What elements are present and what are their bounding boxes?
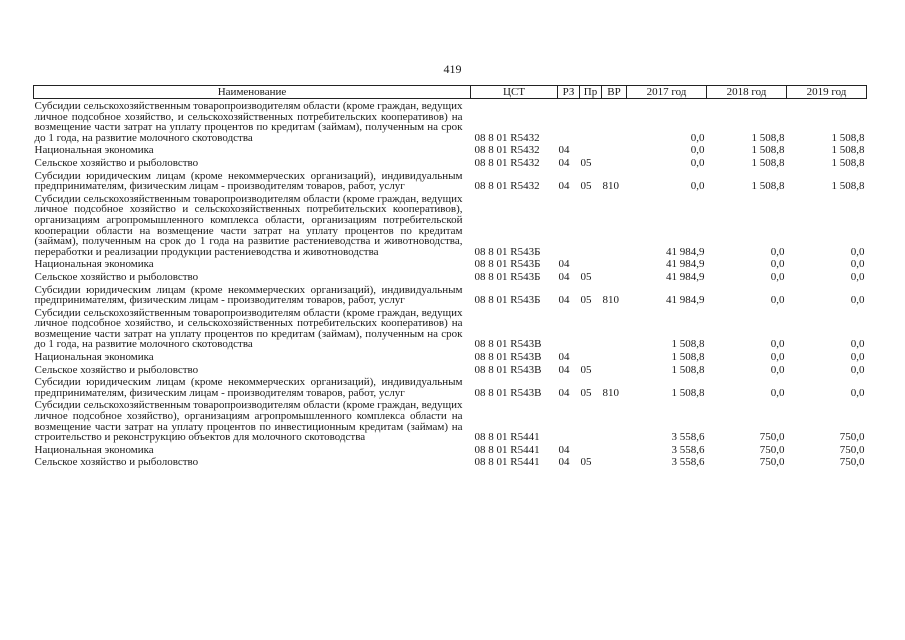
cell-vr: [602, 270, 627, 283]
cell-rz: 04: [558, 351, 570, 364]
cell-cst: 08 8 01 R543Б: [474, 270, 541, 283]
cell-cst: 08 8 01 R5432: [474, 131, 540, 144]
cell-pr: [580, 99, 602, 144]
cell-name: Субсидии сельскохозяйственным товаропроизводителям области (кроме граждан, ведущих личное подсобное хозяйство), организациям агропромышленного комплекса области на возмещение части затрат на уплату процентов по инвестиционным кредитам (займам) на строительство и реконструкцию объектов для молочного скотоводства: [34, 399, 463, 444]
table-row: [34, 455, 867, 468]
cell-rz: [558, 192, 580, 258]
cell-2018: 0,0: [770, 270, 785, 283]
cell-2017: 3 558,6: [671, 456, 705, 469]
cell-2019: 750,0: [839, 456, 865, 469]
cell-2018: 1 508,8: [751, 156, 785, 169]
cell-cst: 08 8 01 R543В: [474, 338, 542, 351]
cell-rz: 04: [558, 258, 570, 271]
cell-rz: 04: [558, 180, 570, 193]
column-header-name: Наименование: [34, 86, 471, 99]
cell-2018: 0,0: [770, 294, 785, 307]
cell-2019: 1 508,8: [831, 156, 865, 169]
cell-2017: 3 558,6: [671, 431, 705, 444]
cell-2019: 750,0: [839, 431, 865, 444]
cell-pr: [580, 306, 602, 350]
cell-2017: 0,0: [690, 180, 705, 193]
cell-name: Национальная экономика: [34, 144, 154, 157]
table-row: [34, 375, 867, 398]
cell-rz: [558, 99, 580, 144]
table-row: [34, 257, 867, 270]
cell-2017: 0,0: [690, 131, 705, 144]
cell-cst: 08 8 01 R5441: [474, 431, 540, 444]
table-row: [34, 398, 867, 442]
cell-2019: 0,0: [850, 386, 865, 399]
cell-name: Субсидии юридическим лицам (кроме некоммерческих организаций), индивидуальным предпринимателям, физическим лицам - производителям товаров, работ, услуг: [34, 376, 463, 399]
cell-pr: [580, 192, 602, 258]
cell-2017: 1 508,8: [671, 351, 705, 364]
cell-cst: 08 8 01 R543В: [474, 351, 542, 364]
cell-cst: 08 8 01 R543Б: [474, 258, 541, 271]
cell-vr: [602, 398, 627, 442]
cell-rz: 04: [558, 294, 570, 307]
table-row: [34, 143, 867, 156]
cell-vr: 810: [602, 180, 619, 193]
cell-2018: 750,0: [759, 456, 785, 469]
cell-pr: 05: [580, 363, 592, 376]
cell-2017: 41 984,9: [666, 294, 705, 307]
cell-rz: [558, 398, 580, 442]
table-row: [34, 169, 867, 192]
column-header-2018: 2018 год: [707, 86, 787, 99]
page-number: 419: [443, 62, 462, 76]
cell-rz: [558, 306, 580, 350]
cell-name: Национальная экономика: [34, 443, 154, 456]
cell-vr: [602, 363, 627, 376]
cell-vr: 810: [602, 386, 619, 399]
cell-2019: 1 508,8: [831, 131, 865, 144]
cell-2018: 1 508,8: [751, 131, 785, 144]
cell-2019: 750,0: [839, 443, 865, 456]
cell-2018: 1 508,8: [751, 180, 785, 193]
cell-2018: 0,0: [770, 245, 785, 258]
cell-rz: 04: [558, 363, 570, 376]
cell-2018: 1 508,8: [751, 144, 785, 157]
cell-2017: 1 508,8: [671, 363, 705, 376]
cell-cst: 08 8 01 R5432: [474, 144, 540, 157]
cell-name: Субсидии юридическим лицам (кроме некоммерческих организаций), индивидуальным предпринимателям, физическим лицам - производителям товаров, работ, услуг: [34, 169, 463, 193]
cell-rz: 04: [558, 456, 570, 469]
table-row: [34, 270, 867, 283]
table-row: [34, 363, 867, 376]
column-header-2019: 2019 год: [787, 86, 867, 99]
cell-vr: [602, 192, 627, 258]
column-header-2017: 2017 год: [627, 86, 707, 99]
column-header-pr: Пр: [580, 86, 602, 99]
cell-2018: 0,0: [770, 386, 785, 399]
cell-vr: [602, 143, 627, 156]
cell-name: Субсидии сельскохозяйственным товаропроизводителям области (кроме граждан, ведущих личное подсобное хозяйство, и сельскохозяйственных потребительских кооперативов) на возмещение части затрат на уплату процентов по кредитам (займам), полученным на срок до 1 года, на развитие молочного скотоводства: [34, 306, 463, 351]
cell-2019: 0,0: [850, 351, 865, 364]
cell-name: Сельское хозяйство и рыболовство: [34, 156, 199, 169]
cell-cst: 08 8 01 R543Б: [474, 245, 541, 258]
cell-2018: 0,0: [770, 363, 785, 376]
cell-vr: [602, 350, 627, 363]
cell-2018: 750,0: [759, 431, 785, 444]
cell-vr: [602, 99, 627, 144]
cell-2017: 41 984,9: [666, 270, 705, 283]
cell-rz: 04: [558, 156, 570, 169]
table-row: [34, 443, 867, 456]
cell-2018: 0,0: [770, 338, 785, 351]
cell-2018: 0,0: [770, 351, 785, 364]
cell-rz: 04: [558, 386, 570, 399]
table-header-row: [34, 86, 867, 99]
cell-pr: [580, 443, 602, 456]
cell-cst: 08 8 01 R5432: [474, 156, 540, 169]
cell-name: Национальная экономика: [34, 258, 154, 271]
cell-2017: 0,0: [690, 156, 705, 169]
cell-2018: 750,0: [759, 443, 785, 456]
cell-2017: 41 984,9: [666, 258, 705, 271]
table-row: [34, 306, 867, 350]
cell-pr: 05: [580, 270, 592, 283]
cell-name: Субсидии юридическим лицам (кроме некоммерческих организаций), индивидуальным предпринимателям, физическим лицам - производителям товаров, работ, услуг: [34, 283, 463, 307]
cell-2019: 0,0: [850, 294, 865, 307]
cell-2019: 0,0: [850, 338, 865, 351]
cell-2017: 3 558,6: [671, 443, 705, 456]
cell-pr: [580, 398, 602, 442]
cell-2019: 1 508,8: [831, 144, 865, 157]
cell-vr: [602, 455, 627, 468]
cell-2017: 0,0: [690, 144, 705, 157]
cell-name: Сельское хозяйство и рыболовство: [34, 456, 199, 469]
cell-pr: 05: [580, 456, 592, 469]
cell-pr: 05: [580, 156, 592, 169]
cell-cst: 08 8 01 R543В: [474, 363, 542, 376]
cell-cst: 08 8 01 R543Б: [474, 294, 541, 307]
cell-cst: 08 8 01 R543В: [474, 386, 542, 399]
cell-name: Сельское хозяйство и рыболовство: [34, 270, 199, 283]
cell-name: Субсидии сельскохозяйственным товаропроизводителям области (кроме граждан, ведущих личное подсобное хозяйство, и сельскохозяйственных потребительских кооперативов) на возмещение части затрат на уплату процентов по кредитам (займам), полученным на срок до 1 года, на развитие молочного скотоводства: [34, 100, 463, 144]
table-body: [34, 99, 867, 469]
cell-vr: [602, 443, 627, 456]
cell-2019: 0,0: [850, 363, 865, 376]
cell-2017: 1 508,8: [671, 338, 705, 351]
cell-pr: [580, 257, 602, 270]
table-row: [34, 283, 867, 306]
cell-pr: [580, 143, 602, 156]
cell-cst: 08 8 01 R5432: [474, 180, 540, 193]
column-header-vr: ВР: [602, 86, 627, 99]
budget-table: [33, 85, 867, 468]
cell-rz: 04: [558, 443, 570, 456]
cell-pr: 05: [580, 180, 592, 193]
cell-rz: 04: [558, 144, 570, 157]
cell-pr: 05: [580, 386, 592, 399]
cell-pr: [580, 350, 602, 363]
cell-2019: 1 508,8: [831, 180, 865, 193]
cell-2019: 0,0: [850, 245, 865, 258]
column-header-cst: ЦСТ: [471, 86, 558, 99]
table-row: [34, 99, 867, 144]
cell-cst: 08 8 01 R5441: [474, 456, 540, 469]
table-row: [34, 156, 867, 169]
cell-2018: 0,0: [770, 258, 785, 271]
cell-vr: [602, 156, 627, 169]
cell-vr: 810: [602, 294, 619, 307]
cell-2017: 41 984,9: [666, 245, 705, 258]
cell-2017: 1 508,8: [671, 386, 705, 399]
column-header-rz: РЗ: [558, 86, 580, 99]
cell-cst: 08 8 01 R5441: [474, 443, 540, 456]
cell-2019: 0,0: [850, 258, 865, 271]
cell-2019: 0,0: [850, 270, 865, 283]
cell-name: Субсидии сельскохозяйственным товаропроизводителям области (кроме граждан, ведущих личное подсобное хозяйство и сельскохозяйственных потребительских кооперативов), организациям агропромышленного комплекса области, организациям потребительской кооперации области на возмещение части затрат на уплату процентов по кредитам (займам), полученным на срок до 1 года на развитие растениеводства и животноводства, переработки и реализации продукции растениеводства и животноводства: [34, 192, 463, 258]
cell-vr: [602, 306, 627, 350]
cell-rz: 04: [558, 270, 570, 283]
cell-vr: [602, 257, 627, 270]
cell-name: Национальная экономика: [34, 351, 154, 364]
table-row: [34, 350, 867, 363]
cell-pr: 05: [580, 294, 592, 307]
cell-name: Сельское хозяйство и рыболовство: [34, 363, 199, 376]
table-row: [34, 192, 867, 258]
